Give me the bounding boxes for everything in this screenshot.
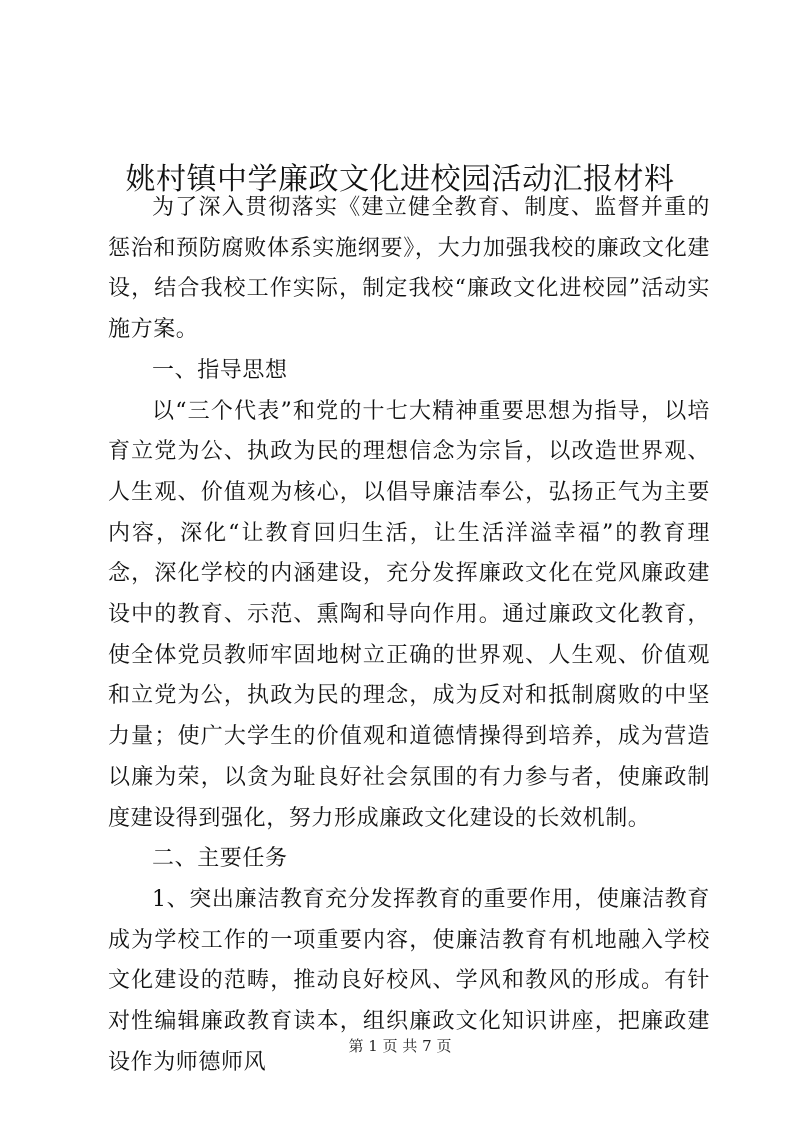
section-heading-guiding-ideology: 一、指导思想 bbox=[152, 357, 288, 383]
main-tasks-item-1: 1、突出廉洁教育充分发挥教育的重要作用，使廉洁教育成为学校工作的一项重要内容，使廉洁教育有机地融入学校文化建设的范畴，推动良好校风、学风和教风的形成。有针对性编辑廉政教育读本，组织廉政文化知识讲座，把廉政建设作为师德师风 bbox=[108, 886, 710, 1075]
intro-paragraph: 为了深入贯彻落实《建立健全教育、制度、监督并重的惩治和预防腐败体系实施纲要》，大力加强我校的廉政文化建设，结合我校工作实际，制定我校“廉政文化进校园”活动实施方案。 bbox=[108, 195, 710, 343]
guiding-ideology-paragraph: 以“三个代表”和党的十七大精神重要思想为指导，以培育立党为公、执政为民的理想信念为宗旨，以改造世界观、人生观、价值观为核心，以倡导廉洁奉公，弘扬正气为主要内容，深化“让教育回归生活，让生活洋溢幸福”的教育理念，深化学校的内涵建设，充分发挥廉政文化在党风廉政建设中的教育、示范、熏陶和导向作用。通过廉政文化教育，使全体党员教师牢固地树立正确的世界观、人生观、价值观和立党为公，执政为民的理念，成为反对和抵制腐败的中坚力量；使广大学生的价值观和道德情操得到培养，成为营造以廉为荣，以贪为耻良好社会氛围的有力参与者，使廉政制度建设得到强化，努力形成廉政文化建设的长效机制。 bbox=[108, 398, 710, 831]
section-heading-main-tasks: 二、主要任务 bbox=[152, 846, 288, 872]
document-title: 姚村镇中学廉政文化进校园活动汇报材料 bbox=[125, 162, 675, 198]
page-footer: 第 1 页 共 7 页 bbox=[348, 1037, 452, 1055]
document-body bbox=[108, 188, 710, 1083]
